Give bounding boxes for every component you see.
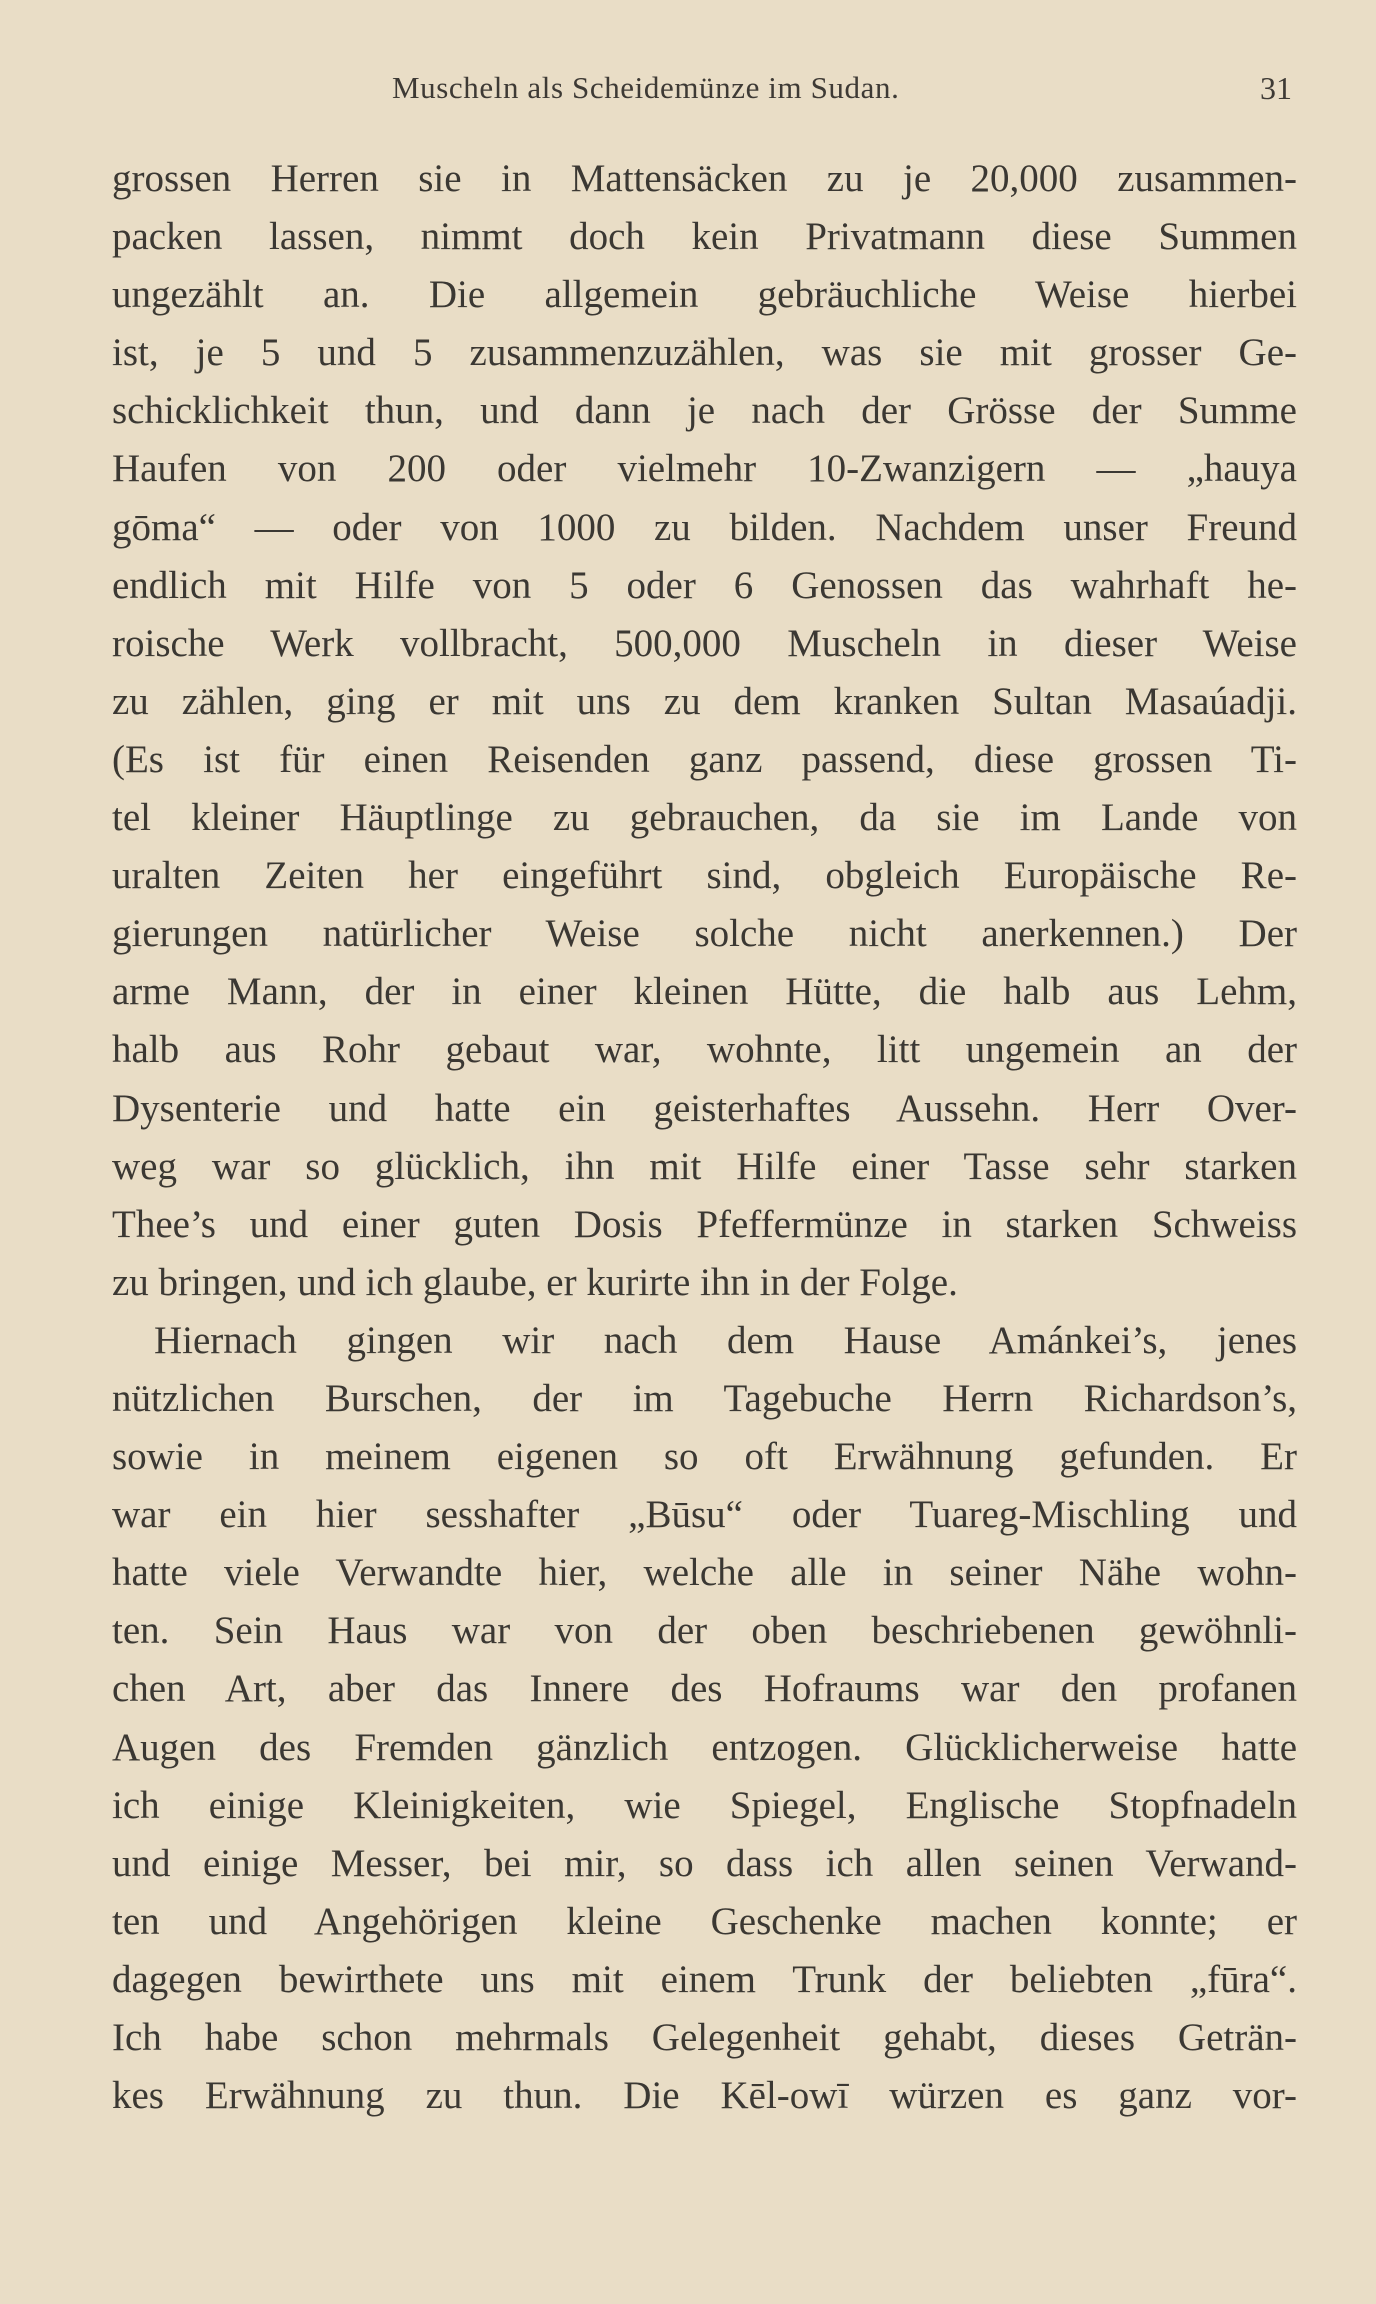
text-line: weg war so glücklich, ihn mit Hilfe einer Tasse sehr starken bbox=[112, 1144, 1297, 1188]
text-line: sowie in meinem eigenen so oft Erwähnung gefunden. Er bbox=[112, 1435, 1297, 1479]
text-line: nützlichen Burschen, der im Tagebuche Herrn Richardson’s, bbox=[112, 1376, 1297, 1420]
text-line: war ein hier sesshafter „Būsu“ oder Tuareg-Mischling und bbox=[112, 1493, 1297, 1537]
paragraph-1 bbox=[112, 150, 1297, 1312]
text-line: Ich habe schon mehrmals Gelegenheit gehabt, dieses Geträn- bbox=[112, 2016, 1297, 2059]
text-line: ungezählt an. Die allgemein gebräuchliche Weise hierbei bbox=[112, 273, 1297, 317]
text-line: ist, je 5 und 5 zusammenzuzählen, was sie mit grosser Ge- bbox=[112, 331, 1297, 375]
body-text bbox=[112, 150, 1297, 2125]
page-number: 31 bbox=[1260, 70, 1292, 106]
text-line: Augen des Fremden gänzlich entzogen. Glücklicherweise hatte bbox=[112, 1725, 1297, 1769]
text-line: (Es ist für einen Reisenden ganz passend, diese grossen Ti- bbox=[112, 737, 1297, 781]
text-line: halb aus Rohr gebaut war, wohnte, litt ungemein an der bbox=[112, 1028, 1297, 1072]
text-line: Hiernach gingen wir nach dem Hause Amánkei’s, jenes bbox=[154, 1318, 1297, 1362]
running-header bbox=[0, 70, 1376, 120]
text-line: ten. Sein Haus war von der oben beschriebenen gewöhnli- bbox=[112, 1609, 1297, 1653]
text-line: schicklichkeit thun, und dann je nach der Grösse der Summe bbox=[112, 389, 1297, 433]
text-line: grossen Herren sie in Mattensäcken zu je 20,000 zusammen- bbox=[112, 157, 1297, 200]
running-title: Muscheln als Scheidemünze im Sudan. bbox=[392, 70, 900, 105]
text-line: ich einige Kleinigkeiten, wie Spiegel, Englische Stopfnadeln bbox=[112, 1783, 1297, 1827]
text-line: tel kleiner Häuptlinge zu gebrauchen, da sie im Lande von bbox=[112, 796, 1297, 840]
text-line: roische Werk vollbracht, 500,000 Muscheln in dieser Weise bbox=[112, 621, 1297, 665]
paragraph-2 bbox=[112, 1312, 1297, 2125]
text-line: endlich mit Hilfe von 5 oder 6 Genossen das wahrhaft he- bbox=[112, 563, 1297, 607]
text-line: ten und Angehörigen kleine Geschenke machen konnte; er bbox=[112, 1899, 1297, 1943]
text-line: kes Erwähnung zu thun. Die Kēl-owī würzen es ganz vor- bbox=[112, 2074, 1297, 2118]
text-line: zu zählen, ging er mit uns zu dem kranken Sultan Masaúadji. bbox=[112, 679, 1297, 723]
text-line: Dysenterie und hatte ein geisterhaftes Aussehn. Herr Over- bbox=[112, 1086, 1297, 1130]
text-line: hatte viele Verwandte hier, welche alle in seiner Nähe wohn- bbox=[112, 1551, 1297, 1595]
text-line: chen Art, aber das Innere des Hofraums war den profanen bbox=[112, 1667, 1297, 1711]
text-line: gierungen natürlicher Weise solche nicht anerkennen.) Der bbox=[112, 912, 1297, 956]
text-line: Thee’s und einer guten Dosis Pfeffermünze in starken Schweiss bbox=[112, 1202, 1297, 1246]
text-line: und einige Messer, bei mir, so dass ich allen seinen Verwand- bbox=[112, 1841, 1297, 1885]
text-line: zu bringen, und ich glaube, er kurirte ihn in der Folge. bbox=[112, 1260, 958, 1304]
text-line: packen lassen, nimmt doch kein Privatmann diese Summen bbox=[112, 215, 1297, 259]
text-line: Haufen von 200 oder vielmehr 10-Zwanzigern — „hauya bbox=[112, 447, 1297, 491]
text-line: arme Mann, der in einer kleinen Hütte, die halb aus Lehm, bbox=[112, 970, 1297, 1014]
text-line: gōma“ — oder von 1000 zu bilden. Nachdem unser Freund bbox=[112, 505, 1297, 549]
text-line: uralten Zeiten her eingeführt sind, obgleich Europäische Re- bbox=[112, 854, 1297, 898]
text-line: dagegen bewirthete uns mit einem Trunk der beliebten „fūra“. bbox=[112, 1957, 1297, 2001]
